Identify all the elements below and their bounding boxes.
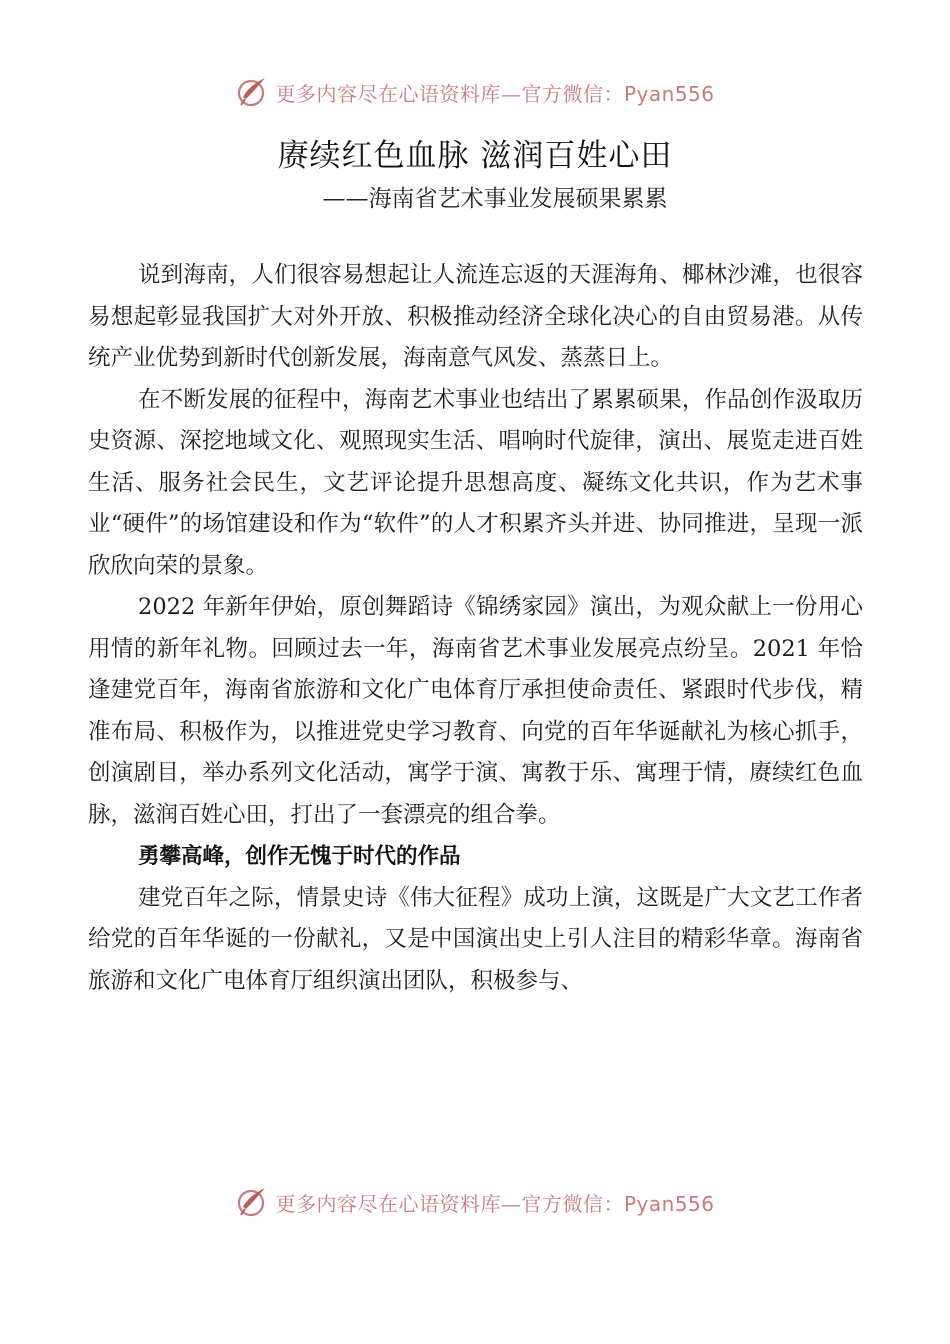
- body-paragraph: 说到海南，人们很容易想起让人流连忘返的天涯海角、椰林沙滩，也很容易想起彰显我国扩大对外开放、积极推动经济全球化决心的自由贸易港。从传统产业优势到新时代创新发展，海南意气风发、蒸蒸日上。: [88, 262, 863, 371]
- document-title: 赓续红色血脉 滋润百姓心田: [277, 138, 673, 174]
- watermark-text: [275, 1188, 714, 1217]
- quill-logo-icon: [235, 1185, 269, 1219]
- quill-logo-icon: [235, 75, 269, 109]
- watermark-text-cn: 更多内容尽在心语资料库—官方微信：: [275, 1191, 624, 1216]
- body-paragraph: 建党百年之际，情景史诗《伟大征程》成功上演，这既是广大文艺工作者给党的百年华诞的一份献礼，又是中国演出史上引人注目的精彩华章。海南省旅游和文化广电体育厅组织演出团队，积极参与、: [88, 884, 863, 994]
- body-paragraph: 在不断发展的征程中，海南艺术事业也结出了累累硕果，作品创作汲取历史资源、深挖地域文化、观照现实生活、唱响时代旋律，演出、展览走进百姓生活、服务社会民生，文艺评论提升思想高度、凝练文化共识，作为艺术事业“硬件”的场馆建设和作为“软件”的人才积累齐头并进、协同推进，呈现一派欣欣向荣的景象。: [88, 386, 863, 579]
- header-watermark-banner: [0, 70, 950, 114]
- document-body: [88, 255, 863, 1002]
- body-paragraph: 2022 年新年伊始，原创舞蹈诗《锦绣家园》演出，为观众献上一份用心用情的新年礼物。回顾过去一年，海南省艺术事业发展亮点纷呈。2021 年恰逢建党百年，海南省旅游和文化广电体育厅承担使命责任、紧跟时代步伐，精准布局、积极作为，以推进党史学习教育、向党的百年华诞献礼为核心抓手，创演剧目，举办系列文化活动，寓学于演、寓教于乐、寓理于情，赓续红色血脉，滋润百姓心田，打出了一套漂亮的组合拳。: [88, 594, 863, 828]
- footer-watermark-banner: [0, 1180, 950, 1224]
- watermark-wechat-id: Pyan556: [623, 1191, 715, 1216]
- section-heading: 勇攀高峰，创作无愧于时代的作品: [138, 844, 461, 869]
- watermark-text: [275, 78, 714, 107]
- watermark-text-cn: 更多内容尽在心语资料库—官方微信：: [275, 81, 624, 106]
- watermark-wechat-id: Pyan556: [623, 81, 715, 106]
- document-subtitle: ——海南省艺术事业发展硕果累累: [322, 186, 668, 212]
